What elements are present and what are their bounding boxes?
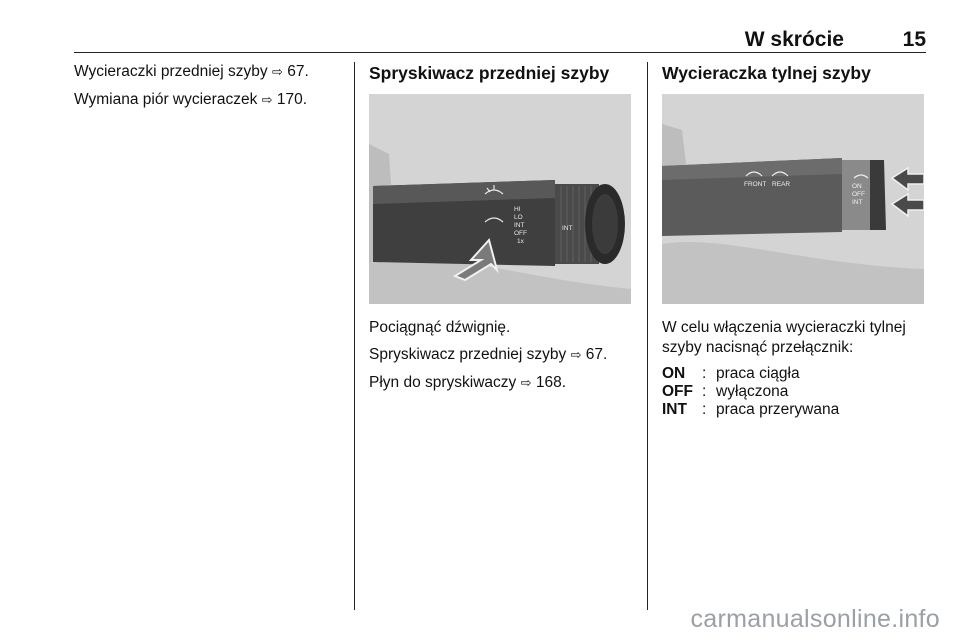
definition-text: praca ciągła bbox=[716, 365, 800, 382]
switch-label-on: ON bbox=[852, 183, 862, 190]
cross-reference[interactable]: Spryskiwacz przedniej szyby ⇨ 67. bbox=[369, 346, 608, 363]
page-reference: 67. bbox=[585, 346, 608, 363]
cross-reference[interactable]: Płyn do spryskiwaczy ⇨ 168. bbox=[369, 374, 566, 391]
washer-lever-drawing bbox=[369, 94, 631, 304]
column-3 bbox=[662, 62, 926, 419]
section-heading: Wycieraczka tylnej szyby bbox=[662, 63, 871, 83]
column-1 bbox=[74, 62, 346, 118]
definition-row bbox=[662, 365, 926, 383]
definition-separator: : bbox=[702, 401, 707, 418]
page-header bbox=[74, 28, 926, 54]
column-divider bbox=[354, 62, 355, 610]
switch-label-int: INT bbox=[852, 199, 863, 206]
page-reference-icon: ⇨ bbox=[261, 93, 273, 108]
definition-text: praca przerywana bbox=[716, 401, 840, 418]
definition-row bbox=[662, 383, 926, 401]
mode-label-single: 1x bbox=[517, 238, 524, 245]
page-reference: 170. bbox=[276, 91, 308, 108]
definition-separator: : bbox=[702, 365, 707, 382]
page-reference: 168. bbox=[535, 374, 566, 391]
instruction-text: Pociągnąć dźwignię. bbox=[369, 319, 511, 336]
definition-text: wyłączona bbox=[716, 383, 789, 400]
watermark: carmanualsonline.info bbox=[690, 605, 940, 633]
front-label: FRONT bbox=[744, 181, 767, 188]
header-rule bbox=[74, 52, 926, 53]
page-number: 15 bbox=[902, 28, 926, 51]
switch-label-off: OFF bbox=[852, 191, 865, 198]
definition-separator: : bbox=[702, 383, 707, 400]
mode-label-hi: HI bbox=[514, 206, 521, 213]
rear-wiper-lever-illustration bbox=[662, 94, 924, 304]
cross-reference[interactable]: Wymiana piór wycieraczek ⇨ 170. bbox=[74, 91, 308, 108]
washer-lever-illustration bbox=[369, 94, 631, 304]
mode-label-lo: LO bbox=[514, 214, 523, 221]
ring-label-int: INT bbox=[562, 225, 573, 232]
rear-wiper-drawing bbox=[662, 94, 924, 304]
page-reference-icon: ⇨ bbox=[271, 65, 283, 80]
instruction-text: W celu włączenia wycieraczki tylnej szyby nacisnąć przełącznik: bbox=[662, 319, 906, 356]
page-reference-icon: ⇨ bbox=[520, 376, 532, 391]
mode-label-off: OFF bbox=[514, 230, 527, 237]
section-heading: Spryskiwacz przedniej szyby bbox=[369, 63, 610, 83]
page-reference-icon: ⇨ bbox=[570, 348, 582, 363]
definition-term: INT bbox=[662, 401, 687, 418]
section-title: W skrócie bbox=[744, 28, 844, 51]
definition-term: OFF bbox=[662, 383, 693, 400]
definition-row bbox=[662, 401, 926, 419]
column-divider bbox=[647, 62, 648, 610]
mode-label-int: INT bbox=[514, 222, 525, 229]
rear-label: REAR bbox=[772, 181, 791, 188]
page-reference: 67. bbox=[287, 63, 309, 80]
cross-reference[interactable]: Wycieraczki przedniej szyby ⇨ 67. bbox=[74, 63, 309, 80]
definition-term: ON bbox=[662, 365, 686, 382]
column-2 bbox=[369, 62, 633, 401]
